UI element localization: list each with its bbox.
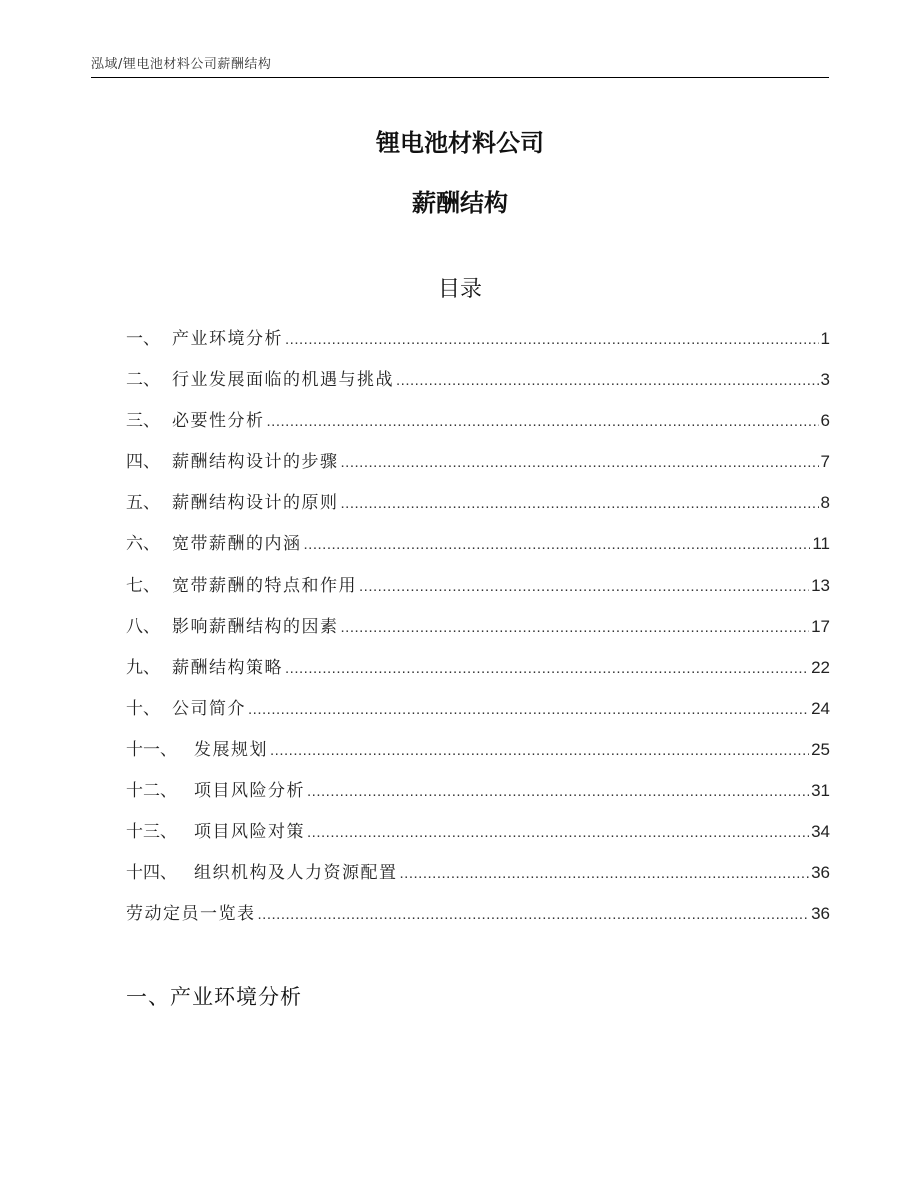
toc-page-number: 22 <box>811 657 830 677</box>
toc-entry-label <box>126 899 256 924</box>
toc-entry-number: 一、 <box>126 329 160 349</box>
toc-entry-label <box>126 735 268 760</box>
toc-dot-leader <box>258 906 810 923</box>
toc-entry[interactable] <box>126 447 830 488</box>
toc-entry-label <box>126 612 339 637</box>
toc-entry-number: 十四、 <box>126 863 177 884</box>
toc-page-number: 3 <box>820 370 830 390</box>
toc-page-number: 13 <box>811 575 830 595</box>
toc-entry-title: 项目风险分析 <box>194 781 305 802</box>
toc-dot-leader <box>341 619 810 636</box>
toc-entry[interactable] <box>126 735 830 776</box>
toc-dot-leader <box>267 413 819 430</box>
toc-entry-label <box>126 406 265 431</box>
toc-dot-leader <box>270 742 809 759</box>
toc-entry[interactable] <box>126 324 830 365</box>
toc-entry-number: 五、 <box>126 493 160 514</box>
toc-entry-title: 宽带薪酬的特点和作用 <box>172 575 357 596</box>
running-header: 泓域/锂电池材料公司薪酬结构 <box>91 57 272 72</box>
toc-dot-leader <box>341 454 819 471</box>
header-divider <box>91 77 829 78</box>
section-heading: 一、产业环境分析 <box>126 985 302 1009</box>
toc-entry-title: 产业环境分析 <box>172 329 283 349</box>
toc-page-number: 1 <box>820 329 830 348</box>
toc-entry-number: 八、 <box>126 616 160 637</box>
toc-entry[interactable] <box>126 488 830 529</box>
toc-page-number: 11 <box>812 534 830 554</box>
toc-page-number: 6 <box>820 411 830 431</box>
toc-entry[interactable] <box>126 406 830 447</box>
toc-dot-leader <box>285 660 809 677</box>
toc-entry-number: 二、 <box>126 370 160 391</box>
toc-entry-title: 行业发展面临的机遇与挑战 <box>172 370 394 391</box>
toc-entry-number: 十二、 <box>126 781 177 802</box>
toc-entry-title: 必要性分析 <box>172 411 265 432</box>
toc-heading: 目录 <box>437 277 482 302</box>
toc-entry-label <box>126 324 283 349</box>
toc-entry-title: 影响薪酬结构的因素 <box>172 616 339 637</box>
toc-entry-number: 九、 <box>126 657 160 678</box>
toc-entry-title: 薪酬结构设计的步骤 <box>172 452 339 473</box>
toc-entry-label <box>126 571 357 596</box>
toc-entry[interactable] <box>126 365 830 406</box>
toc-entry[interactable] <box>126 858 830 899</box>
toc-entry-title: 公司简介 <box>172 698 246 719</box>
table-of-contents <box>126 324 830 940</box>
toc-page-number: 7 <box>820 452 830 472</box>
toc-dot-leader <box>307 824 809 841</box>
toc-page-number: 36 <box>811 863 830 883</box>
toc-page-number: 36 <box>811 904 830 924</box>
toc-entry-label <box>126 529 302 554</box>
toc-entry-number: 四、 <box>126 452 160 473</box>
toc-entry-label <box>126 694 246 719</box>
toc-entry-number: 十一、 <box>126 739 177 760</box>
toc-entry[interactable] <box>126 899 830 940</box>
toc-page-number: 8 <box>820 493 830 513</box>
toc-entry-number: 七、 <box>126 575 160 596</box>
toc-page-number: 34 <box>811 822 830 842</box>
toc-entry-label <box>126 653 283 678</box>
toc-entry[interactable] <box>126 776 830 817</box>
toc-entry-label <box>126 776 305 801</box>
toc-entry-title: 劳动定员一览表 <box>126 904 256 925</box>
toc-entry-number: 六、 <box>126 534 160 555</box>
toc-entry[interactable] <box>126 571 830 612</box>
toc-entry-label <box>126 858 398 883</box>
toc-page-number: 17 <box>811 616 830 636</box>
document-title: 薪酬结构 <box>412 189 508 217</box>
toc-entry-title: 发展规划 <box>194 739 268 760</box>
toc-entry-label <box>126 488 339 513</box>
toc-dot-leader <box>248 701 809 718</box>
toc-entry-number: 三、 <box>126 411 160 432</box>
toc-dot-leader <box>307 783 809 800</box>
toc-page-number: 31 <box>811 781 830 801</box>
toc-page-number: 24 <box>811 698 830 718</box>
toc-dot-leader <box>285 331 819 348</box>
toc-entry[interactable] <box>126 529 830 570</box>
toc-entry-title: 宽带薪酬的内涵 <box>172 534 302 555</box>
company-title: 锂电池材料公司 <box>376 129 544 157</box>
toc-page-number: 25 <box>811 739 830 759</box>
toc-entry[interactable] <box>126 817 830 858</box>
toc-dot-leader <box>359 578 809 595</box>
toc-dot-leader <box>304 536 811 553</box>
toc-entry-label <box>126 817 305 842</box>
toc-entry-label <box>126 365 394 390</box>
toc-entry[interactable] <box>126 694 830 735</box>
toc-entry-title: 项目风险对策 <box>194 822 305 843</box>
toc-entry[interactable] <box>126 612 830 653</box>
toc-entry-title: 薪酬结构策略 <box>172 657 283 678</box>
toc-entry-number: 十三、 <box>126 822 177 843</box>
toc-entry-title: 组织机构及人力资源配置 <box>194 863 398 884</box>
toc-entry-label <box>126 447 339 472</box>
toc-entry[interactable] <box>126 653 830 694</box>
toc-entry-number: 十、 <box>126 698 160 719</box>
toc-dot-leader <box>396 372 819 389</box>
toc-entry-title: 薪酬结构设计的原则 <box>172 493 339 514</box>
toc-dot-leader <box>341 495 819 512</box>
toc-dot-leader <box>400 865 810 882</box>
